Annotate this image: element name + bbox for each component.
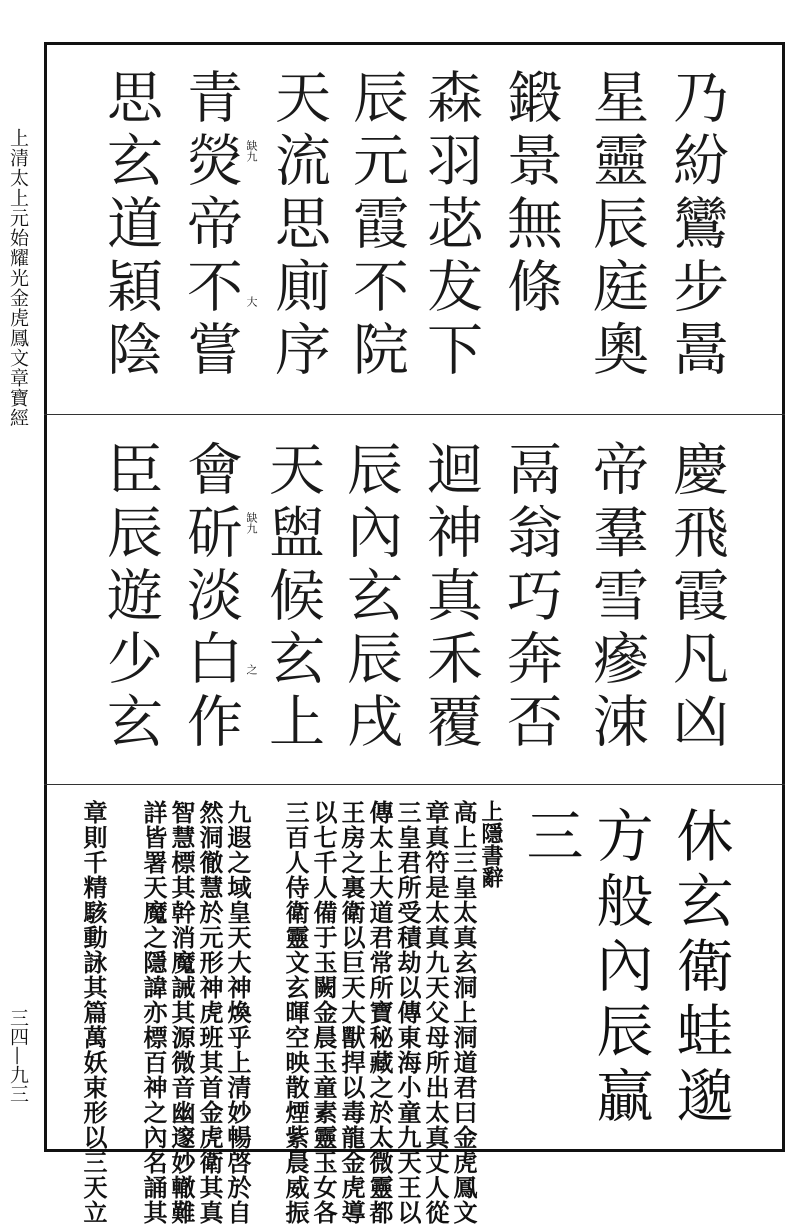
text-column-1: 高上三皇太真玄洞上洞道君曰金虎鳳文 — [449, 800, 478, 1225]
section-heading: 上隱書辭 — [478, 800, 504, 888]
seal-column-2: 星靈辰庭奧 — [584, 68, 649, 383]
seal-column-5: 辰元霞不院 — [344, 68, 409, 383]
annotation-note: 缺九 — [245, 140, 258, 162]
book-title: 上清太上元始耀光金虎鳳文章寶經 — [7, 128, 29, 428]
text-column-10: 智慧標其幹消魔誡其源微音幽邃妙轍難 — [167, 800, 196, 1225]
text-column-11: 詳皆署天魔之隱諱亦標百神之內名誦其 — [139, 800, 168, 1225]
text-column-7: 三百人侍衛靈文玄暉空映散煙紫晨威振 — [281, 800, 310, 1225]
seal-column-18: 方般內辰贏 — [587, 806, 653, 1131]
seal-column-6: 天流思廁序 — [266, 68, 331, 383]
annotation-note: 缺九 — [245, 512, 258, 534]
seal-column-1: 乃紛鸞步暠 — [664, 68, 729, 383]
section-divider-bottom — [44, 784, 785, 785]
seal-column-8: 思玄道穎陰 — [98, 68, 163, 383]
seal-column-13: 辰內玄辰戌 — [338, 440, 403, 755]
annotation-note: 之 — [245, 664, 258, 675]
seal-column-9: 慶飛霞凡凶 — [664, 440, 729, 755]
text-column-5: 王房之裏衛以巨天大獸捍以毒龍金虎導 — [337, 800, 366, 1225]
seal-column-14: 天盥候玄上 — [260, 440, 325, 755]
seal-column-10: 帝羣雪瘮涑 — [584, 440, 649, 755]
section-divider-top — [44, 414, 785, 415]
seal-column-3: 鍛景無條 — [498, 68, 563, 320]
seal-column-15: 會斫淡白作 — [178, 440, 243, 755]
text-column-8: 九遐之域皇天大神煥乎上清妙暢啓於自 — [223, 800, 252, 1225]
seal-column-4: 森羽苾犮下 — [418, 68, 483, 383]
page-number: 三四—九三 — [7, 1008, 29, 1103]
seal-column-17: 休玄衛蛙邈 — [667, 806, 733, 1131]
text-column-2: 章真符是太真九天父母所出太真丈人從 — [421, 800, 450, 1225]
seal-column-7: 青熒帝不嘗 — [178, 68, 243, 383]
text-column-12: 章則千精駭動詠其篇萬妖束形以三天立 — [79, 800, 108, 1225]
annotation-note: 大 — [245, 296, 258, 307]
text-column-4: 傳太上大道君常所寶秘藏之於太微靈都 — [365, 800, 394, 1225]
seal-column-19: 三 — [517, 806, 583, 871]
text-column-9: 然洞徹慧於元形神虎班其首金虎衛其真 — [195, 800, 224, 1225]
seal-column-16: 臣辰遊少玄 — [98, 440, 163, 755]
seal-column-12: 迴神真禾覆 — [418, 440, 483, 755]
text-column-3: 三皇君所受積劫以傳東海小童九天王以 — [393, 800, 422, 1225]
seal-column-11: 鬲翁巧奔否 — [498, 440, 563, 755]
text-column-6: 以七千人備于玉闕金晨玉童素靈玉女各 — [309, 800, 338, 1225]
